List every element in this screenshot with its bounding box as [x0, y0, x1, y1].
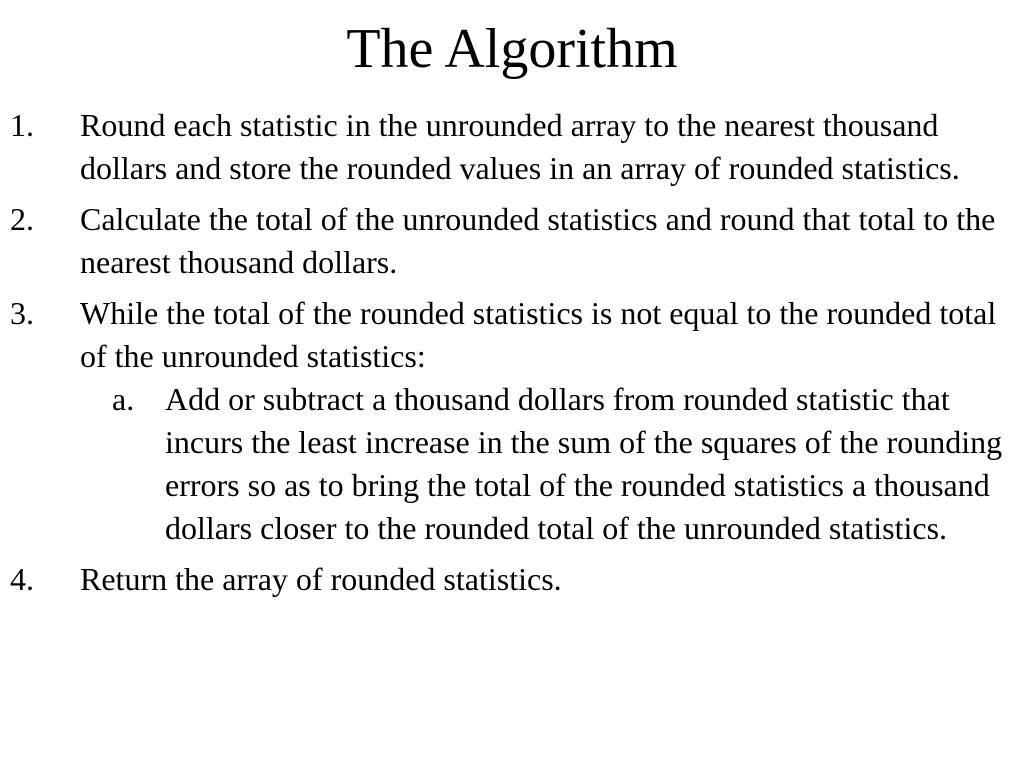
- step-text: While the total of the rounded statistics is not equal to the rounded total of the unrounded statistics:: [80, 295, 997, 374]
- step-1: [0, 104, 1024, 190]
- step-number: 2.: [10, 201, 34, 237]
- step-3-substeps: [80, 378, 1006, 550]
- step-text: Return the array of rounded statistics.: [80, 561, 562, 597]
- step-text: Calculate the total of the unrounded statistics and round that total to the nearest thousand dollars.: [80, 201, 996, 280]
- step-2: [0, 198, 1024, 284]
- step-3: [0, 292, 1024, 550]
- slide-title: The Algorithm: [346, 18, 678, 80]
- step-number: 3.: [10, 295, 34, 331]
- substep-a: [80, 378, 1006, 550]
- algorithm-steps: [0, 104, 1024, 609]
- step-number: 1.: [10, 107, 34, 143]
- step-text: Round each statistic in the unrounded array to the nearest thousand dollars and store the rounded values in an array of rounded statistics.: [80, 107, 960, 186]
- step-number: 4.: [10, 561, 34, 597]
- step-4: [0, 558, 1024, 601]
- substep-text: Add or subtract a thousand dollars from rounded statistic that incurs the least increase in the sum of the squares of the rounding errors so as to bring the total of the rounded statistics a thousand dollars closer to the rounded total of the unrounded statistics.: [165, 381, 1003, 546]
- substep-number: a.: [112, 381, 135, 417]
